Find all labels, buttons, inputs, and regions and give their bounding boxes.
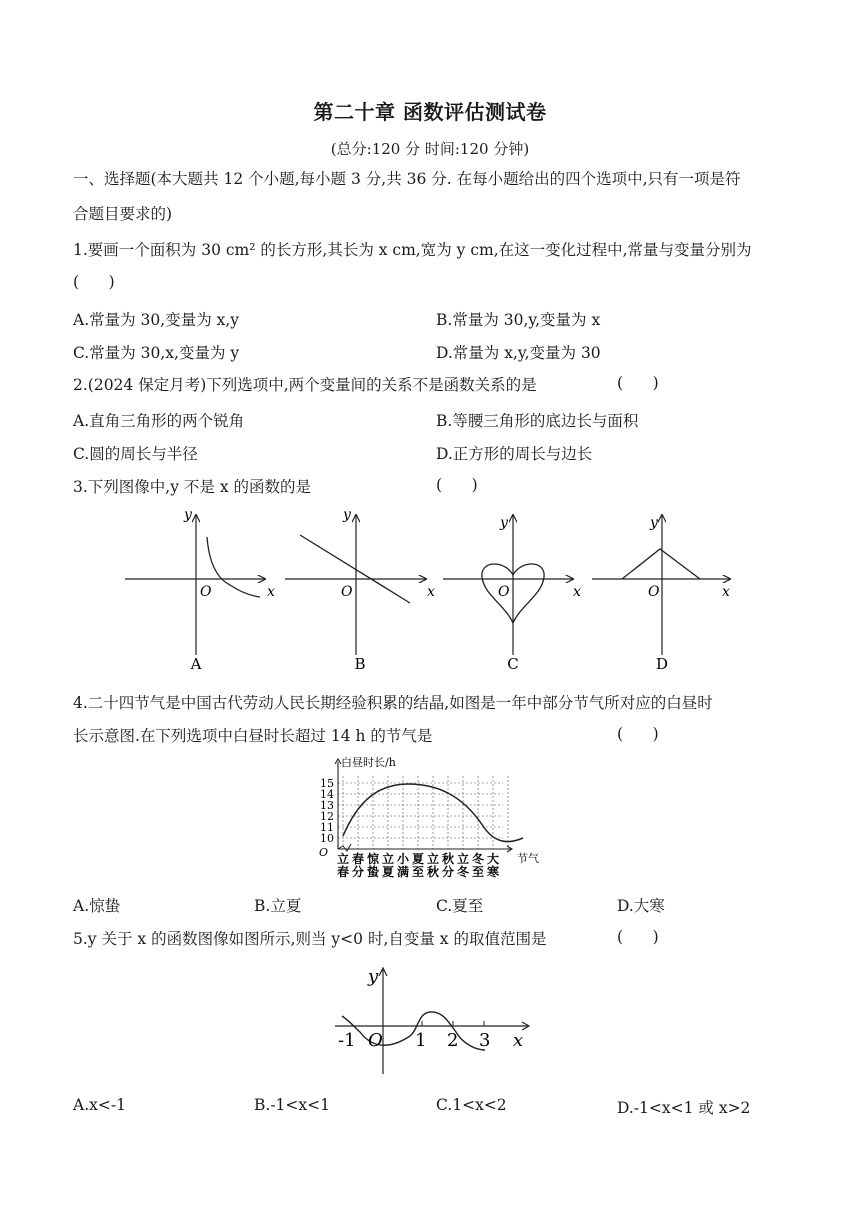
q1-stem: 1.要画一个面积为 30 cm² 的长方形,其长为 x cm,宽为 y cm,在这一变化过程中,常量与变量分别为 — [73, 241, 752, 259]
term-char: 小 — [397, 852, 410, 866]
q3-answer-blank[interactable]: ( ) — [436, 476, 478, 494]
q5-function-figure — [330, 958, 540, 1078]
graph-label-b: B — [354, 655, 366, 673]
y-tick-label: 11 — [320, 821, 334, 834]
q1-option-d[interactable]: D.常量为 x,y,变量为 30 — [436, 344, 601, 362]
q2-option-c[interactable]: C.圆的周长与半径 — [73, 445, 198, 463]
q3-graph-c — [443, 515, 581, 673]
q2-option-b[interactable]: B.等腰三角形的底边长与面积 — [436, 412, 639, 430]
q5-tick-minus1: -1 — [338, 1030, 356, 1051]
line-b — [300, 535, 410, 603]
term-char: 夏 — [412, 852, 425, 866]
term-char: 立 — [382, 852, 395, 866]
q3-graph-a — [125, 507, 275, 673]
chart-grid — [338, 776, 508, 849]
term-char: 分 — [352, 865, 365, 879]
graph-label-a: A — [190, 655, 202, 673]
term-char: 春 — [337, 865, 350, 879]
graph-label-d: D — [655, 655, 669, 673]
q1-answer-blank[interactable]: ( ) — [73, 273, 115, 291]
q4-option-d[interactable]: D.大寒 — [617, 897, 665, 915]
y-label-d: y — [650, 515, 658, 531]
section-intro-line2: 合题目要求的) — [73, 205, 173, 223]
q1-option-b[interactable]: B.常量为 30,y,变量为 x — [436, 311, 601, 329]
term-char: 满 — [397, 865, 410, 879]
q5-stem: 5.y 关于 x 的函数图像如图所示,则当 y<0 时,自变量 x 的取值范围是 — [73, 930, 547, 948]
term-char: 大 — [487, 852, 500, 866]
q5-option-c[interactable]: C.1<x<2 — [436, 1096, 507, 1114]
term-char: 秋 — [442, 852, 455, 866]
y-label-b: y — [343, 507, 351, 523]
term-char: 蛰 — [367, 865, 380, 879]
term-char: 立 — [427, 852, 440, 866]
term-char: 寒 — [487, 865, 500, 879]
q3-stem: 3.下列图像中,y 不是 x 的函数的是 — [73, 478, 311, 496]
polyline-d — [622, 549, 700, 579]
term-char: 至 — [412, 865, 425, 879]
q5-origin-label: O — [368, 1030, 383, 1051]
q5-y-label: y — [368, 966, 379, 987]
q5-option-b[interactable]: B.-1<x<1 — [254, 1096, 330, 1114]
q1-option-c[interactable]: C.常量为 30,x,变量为 y — [73, 344, 240, 362]
q4-stem-line1: 4.二十四节气是中国古代劳动人民长期经验积累的结晶,如图是一年中部分节气所对应的白昼时 — [73, 694, 713, 712]
page-title: 第二十章 函数评估测试卷 — [313, 100, 547, 124]
q4-stem-line2: 长示意图.在下列选项中白昼时长超过 14 h 的节气是 — [73, 727, 433, 745]
y-label-c: y — [500, 515, 508, 531]
chart-y-label: 白昼时长/h — [341, 756, 396, 769]
q2-option-d[interactable]: D.正方形的周长与边长 — [436, 445, 593, 463]
q5-option-d[interactable]: D.-1<x<1 或 x>2 — [617, 1099, 751, 1117]
term-char: 秋 — [427, 865, 440, 879]
origin-label-c: O — [498, 584, 510, 600]
chart-x-label: 节气 — [517, 852, 539, 865]
q5-tick-2: 2 — [447, 1030, 459, 1051]
daylight-chart — [313, 756, 548, 886]
graph-label-c: C — [507, 655, 519, 673]
q4-option-b[interactable]: B.立夏 — [254, 897, 302, 915]
origin-label-a: O — [200, 584, 212, 600]
term-char: 至 — [472, 865, 485, 879]
curve-a — [207, 537, 260, 597]
section-intro-line1: 一、选择题(本大题共 12 个小题,每小题 3 分,共 36 分. 在每小题给出的四个选项中,只有一项是符 — [73, 170, 741, 188]
term-char: 立 — [457, 852, 470, 866]
q4-answer-blank[interactable]: ( ) — [617, 725, 659, 743]
y-tick-label: 10 — [320, 832, 334, 845]
x-label-b: x — [427, 584, 435, 600]
q3-graph-b — [285, 507, 435, 673]
y-label-a: y — [184, 507, 192, 523]
q2-stem: 2.(2024 保定月考)下列选项中,两个变量间的关系不是函数关系的是 — [73, 376, 537, 394]
q1-option-a[interactable]: A.常量为 30,变量为 x,y — [73, 311, 240, 329]
q5-option-a[interactable]: A.x<-1 — [73, 1096, 126, 1114]
q5-x-label: x — [513, 1030, 524, 1051]
origin-label-d: O — [648, 584, 660, 600]
q3-graph-d — [592, 515, 730, 673]
q5-curve — [342, 1012, 485, 1050]
exam-info: (总分:120 分 时间:120 分钟) — [330, 140, 530, 158]
q5-answer-blank[interactable]: ( ) — [617, 928, 659, 946]
q4-option-a[interactable]: A.惊蛰 — [73, 897, 121, 915]
q3-graphs-figure — [110, 505, 750, 680]
term-char: 春 — [352, 852, 365, 866]
q4-option-c[interactable]: C.夏至 — [436, 897, 484, 915]
y-tick-label: 13 — [320, 799, 334, 812]
term-char: 惊 — [367, 852, 380, 866]
y-tick-label: 15 — [320, 777, 334, 790]
axis-break-icon — [338, 844, 351, 851]
term-char: 夏 — [382, 865, 395, 879]
q5-tick-3: 3 — [479, 1030, 491, 1051]
q5-tick-1: 1 — [415, 1030, 427, 1051]
chart-origin-label: O — [319, 846, 329, 859]
q2-answer-blank[interactable]: ( ) — [617, 374, 659, 392]
x-label-a: x — [267, 584, 275, 600]
q2-option-a[interactable]: A.直角三角形的两个锐角 — [73, 412, 245, 430]
x-label-d: x — [722, 584, 730, 600]
y-tick-label: 12 — [320, 810, 334, 823]
term-char: 分 — [442, 865, 455, 879]
term-char: 冬 — [472, 852, 485, 866]
term-char: 冬 — [457, 865, 470, 879]
y-tick-label: 14 — [320, 788, 334, 801]
x-label-c: x — [573, 584, 581, 600]
origin-label-b: O — [341, 584, 353, 600]
term-char: 立 — [337, 852, 350, 866]
